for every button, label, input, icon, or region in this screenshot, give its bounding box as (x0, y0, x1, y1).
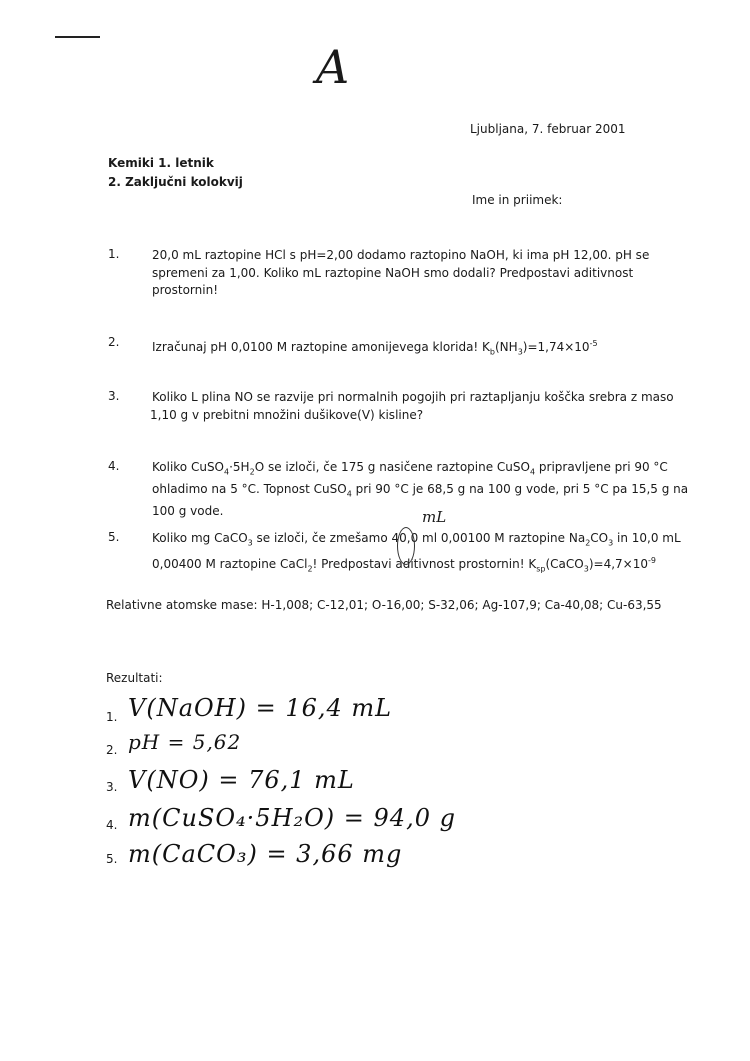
t: CO (590, 531, 609, 545)
result-answer-1: V(NaOH) = 16,4 mL (128, 694, 393, 722)
question-number: 5. (108, 530, 120, 544)
question-line: Koliko L plina NO se razvije pri normalnih pogojih pri raztapljanju koščka srebra z maso (152, 390, 674, 404)
question-3 (152, 389, 674, 424)
question-line: 100 g vode. (152, 503, 224, 518)
subscript: 2 (249, 467, 255, 477)
t: Koliko CuSO (152, 460, 225, 474)
t: ·5H (229, 460, 250, 474)
results-title: Rezultati: (106, 671, 163, 685)
result-number: 3. (106, 780, 118, 794)
subscript: 2 (307, 564, 313, 574)
result-number: 2. (106, 743, 118, 757)
subscript: 3 (517, 347, 523, 357)
t: 0,00400 M raztopine CaCl (152, 556, 308, 571)
subscript: b (489, 347, 495, 357)
question-number: 3. (108, 389, 120, 403)
result-number: 5. (106, 852, 118, 866)
question-line: 1,10 g v prebitni množini dušikove(V) kisline? (150, 407, 424, 422)
result-number: 4. (106, 818, 118, 832)
result-answer-3: V(NO) = 76,1 mL (128, 766, 355, 794)
t: Koliko mg CaCO (152, 531, 248, 545)
t: pripravljene pri 90 °C (535, 460, 668, 474)
exam-title: 2. Zaključni kolokvij (108, 175, 243, 189)
subscript: 3 (247, 538, 253, 548)
question-text: Izračunaj pH 0,0100 M raztopine amonijevega klorida! K (152, 340, 490, 354)
t: pri 90 °C je 68,5 g na 100 g vode, pri 5 °C pa 15,5 g na (351, 481, 689, 496)
result-answer-4: m(CuSO₄·5H₂O) = 94,0 g (128, 804, 456, 832)
question-line (152, 481, 688, 503)
question-number: 1. (108, 247, 120, 261)
atomic-masses: Relativne atomske mase: H-1,008; C-12,01; O-16,00; S-32,06; Ag-107,9; Ca-40,08; Cu-63,55 (106, 598, 662, 612)
t: ! Predpostavi aditivnost prostornin! K (312, 556, 537, 571)
t: ohladimo na 5 °C. Topnost CuSO (152, 481, 347, 496)
subscript: 2 (585, 538, 591, 548)
question-line (152, 459, 688, 481)
top-left-line (55, 36, 100, 38)
t: in 10,0 mL (613, 531, 681, 545)
name-label: Ime in priimek: (472, 193, 563, 207)
question-text: (NH (495, 340, 518, 354)
question-line (152, 552, 681, 578)
question-number: 4. (108, 459, 120, 473)
t: O se izloči, če 175 g nasičene raztopine CuSO (254, 460, 530, 474)
course: Kemiki 1. letnik (108, 156, 214, 170)
subscript: 4 (346, 489, 352, 499)
question-text: )=1,74×10 (522, 340, 590, 354)
superscript: -5 (589, 339, 598, 348)
t: se izloči, če zmešamo 40,0 ml 0,00100 M raztopine Na (252, 531, 586, 545)
subscript: 4 (529, 467, 536, 477)
version-mark: A (316, 40, 350, 94)
question-line: spremeni za 1,00. Koliko mL raztopine NaOH smo dodali? Predpostavi aditivnost (152, 265, 634, 280)
subscript: 4 (224, 467, 230, 477)
handwritten-correction: mL (422, 508, 447, 526)
question-1 (152, 247, 649, 300)
question-line: prostornin! (152, 283, 219, 297)
question-2 (152, 335, 598, 361)
result-number: 1. (106, 710, 118, 724)
question-line: 20,0 mL raztopine HCl s pH=2,00 dodamo raztopino NaOH, ki ima pH 12,00. pH se (152, 248, 650, 262)
date: Ljubljana, 7. februar 2001 (470, 122, 626, 136)
question-number: 2. (108, 335, 120, 349)
question-5 (152, 530, 681, 578)
correction-circle (397, 527, 415, 565)
question-4 (152, 459, 688, 520)
question-line (152, 530, 681, 552)
result-answer-5: m(CaCO₃) = 3,66 mg (128, 840, 403, 868)
t: )=4,7×10 (588, 556, 648, 571)
t: (CaCO (545, 556, 584, 571)
subscript: 3 (583, 564, 589, 574)
subscript: sp (536, 564, 546, 574)
subscript: 3 (608, 538, 614, 548)
superscript: -9 (647, 555, 656, 565)
result-answer-2: pH = 5,62 (128, 730, 242, 754)
